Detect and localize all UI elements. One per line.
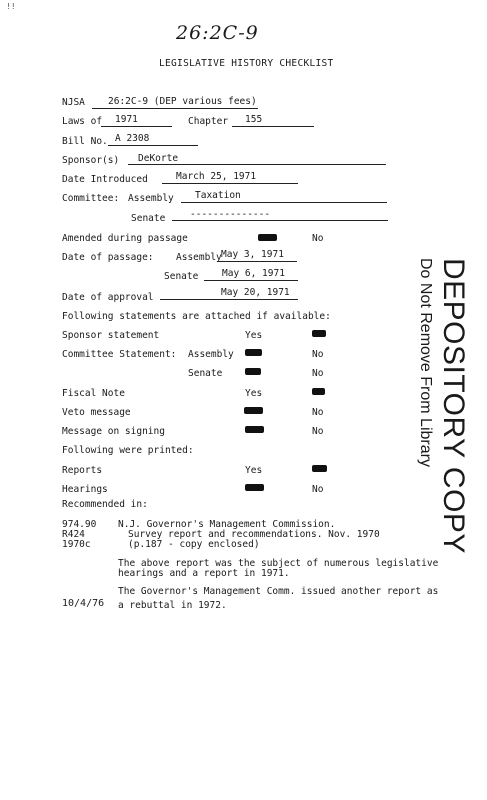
sponsor-underline [128,164,386,165]
committee-label: Committee: [62,193,120,204]
passage-senate-label: Senate [164,271,199,282]
laws-of-label: Laws of [62,116,103,127]
bill-no-label: Bill No. [62,136,108,147]
redaction-mark [312,330,326,337]
date-of-approval-value: May 20, 1971 [221,287,290,298]
date-stamp: 10/4/76 [62,598,105,609]
veto-message-no: No [312,407,324,418]
citation-line: (p.187 - copy enclosed) [128,539,260,550]
committee-senate-value: -------------- [190,209,271,220]
redaction-mark [245,426,264,433]
date-introduced-underline [162,183,298,184]
redaction-mark [312,465,327,472]
laws-of-underline [101,126,172,127]
depository-copy-stamp [414,258,470,554]
note-line: a rebuttal in 1972. [118,600,227,611]
call-number: 974.90 [62,519,97,530]
sponsor-statement-label: Sponsor statement [62,330,160,341]
note-line: hearings and a report in 1971. [118,568,290,579]
passage-assembly-label: Assembly [176,252,222,263]
redaction-mark [258,234,277,241]
sponsor-label: Sponsor(s) [62,155,120,166]
note-line: The Governor's Management Comm. issued another report as [118,586,439,597]
message-on-signing-no: No [312,426,324,437]
message-on-signing-label: Message on signing [62,426,165,437]
amended-label: Amended during passage [62,233,188,244]
committee-statement-label: Committee Statement: [62,349,177,360]
handwritten-number: 26:2C-9 [176,22,259,44]
veto-message-label: Veto message [62,407,131,418]
corner-mark: !! [6,2,16,11]
passage-senate-underline [204,280,298,281]
redaction-mark [245,368,261,375]
hearings-label: Hearings [62,484,108,495]
redaction-mark [245,484,264,491]
redaction-mark [245,349,262,356]
citation-line: Survey report and recommendations. Nov. 1970 [128,529,380,540]
date-of-approval-label: Date of approval [62,292,154,303]
passage-assembly-value: May 3, 1971 [221,249,284,260]
date-of-passage-label: Date of passage: [62,252,154,263]
note-line: The above report was the subject of numerous legislative [118,558,439,569]
committee-statement-senate-label: Senate [188,368,223,379]
recommended-in-heading: Recommended in: [62,499,148,510]
njsa-label: NJSA [62,97,85,108]
date-of-approval-underline [160,299,298,300]
laws-of-value: 1971 [115,114,138,125]
sponsor-statement-yes: Yes [245,330,263,341]
committee-assembly-value: Taxation [195,190,241,201]
committee-assembly-label: Assembly [128,193,174,204]
stamp-line-1: DEPOSITORY COPY [437,258,470,554]
following-attached-heading: Following statements are attached if available: [62,311,331,322]
committee-statement-senate-no: No [312,368,324,379]
passage-senate-value: May 6, 1971 [222,268,285,279]
call-number: 1970c [62,539,91,550]
bill-no-underline [108,145,198,146]
page-title: LEGISLATIVE HISTORY CHECKLIST [159,58,334,69]
following-printed-heading: Following were printed: [62,445,194,456]
redaction-mark [312,388,325,395]
reports-yes: Yes [245,465,263,476]
citation-line: N.J. Governor's Management Commission. [118,519,336,530]
fiscal-note-yes: Yes [245,388,263,399]
committee-statement-assembly-label: Assembly [188,349,234,360]
chapter-underline [232,126,314,127]
njsa-underline [92,108,258,109]
stamp-line-2: Do Not Remove From Library [417,258,434,467]
committee-senate-label: Senate [131,213,166,224]
hearings-no: No [312,484,324,495]
chapter-label: Chapter [188,116,229,127]
reports-label: Reports [62,465,103,476]
date-introduced-value: March 25, 1971 [176,171,257,182]
bill-no-value: A 2308 [115,133,150,144]
amended-no: No [312,233,324,244]
chapter-value: 155 [245,114,263,125]
committee-senate-underline [172,220,388,221]
date-introduced-label: Date Introduced [62,174,148,185]
committee-statement-assembly-no: No [312,349,324,360]
njsa-value: 26:2C-9 (DEP various fees) [108,96,257,107]
sponsor-value: DeKorte [138,153,179,164]
fiscal-note-label: Fiscal Note [62,388,125,399]
passage-assembly-underline [217,261,297,262]
redaction-mark [244,407,263,414]
call-number: R424 [62,529,85,540]
committee-assembly-underline [181,202,387,203]
